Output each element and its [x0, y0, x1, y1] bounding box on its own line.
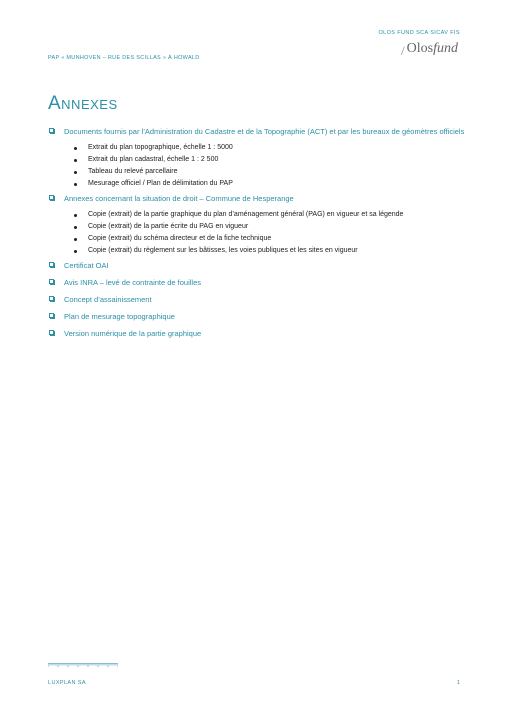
- annex-section: [48, 126, 468, 138]
- list-item: Mesurage officiel / Plan de délimitation du PAP: [48, 178, 468, 190]
- checkbox-bullet-icon: [49, 313, 54, 318]
- annex-section-label: Plan de mesurage topographique: [64, 312, 175, 321]
- page-title: Annexes: [48, 93, 118, 114]
- list-item: Copie (extrait) de la partie graphique du plan d’aménagement général (PAG) en vigueur et sa légende: [48, 209, 468, 221]
- list-item: Extrait du plan topographique, échelle 1 : 5000: [48, 142, 468, 154]
- page-number: 1: [456, 680, 460, 686]
- footer-ruler-icon: [48, 663, 118, 667]
- spacer: [48, 340, 468, 345]
- annex-section-label: Certificat OAI: [64, 261, 109, 270]
- footer-company: LUXPLAN SA: [48, 680, 86, 686]
- annex-section: [48, 277, 468, 289]
- logo-text: Olos: [406, 41, 434, 56]
- logo-italic-text: fund: [433, 41, 458, 56]
- checkbox-bullet-icon: [49, 330, 54, 335]
- checkbox-bullet-icon: [49, 195, 54, 200]
- annex-sublist: [48, 209, 468, 257]
- annex-section-label: Annexes concernant la situation de droit – Commune de Hesperange: [64, 194, 294, 203]
- annex-section: [48, 311, 468, 323]
- annex-section-label: Documents fournis par l’Administration du Cadastre et de la Topographie (ACT) et par les bureaux de géomètres officiels: [64, 127, 465, 136]
- header-company: OLOS FUND SCA SICAV FIS: [378, 30, 460, 36]
- checkbox-bullet-icon: [49, 279, 54, 284]
- annex-section-label: Concept d’assainissement: [64, 295, 152, 304]
- checkbox-bullet-icon: [49, 262, 54, 267]
- annex-section: [48, 193, 468, 205]
- checkbox-bullet-icon: [49, 296, 54, 301]
- checkbox-bullet-icon: [49, 128, 54, 133]
- annex-section-label: Avis INRA – levé de contrainte de fouilles: [64, 278, 202, 287]
- annex-section: [48, 294, 468, 306]
- list-item: Extrait du plan cadastral, échelle 1 : 2 500: [48, 154, 468, 166]
- company-logo: [401, 40, 458, 57]
- annex-section: [48, 260, 468, 272]
- annex-section-label: Version numérique de la partie graphique: [64, 329, 202, 338]
- annex-list: [48, 126, 468, 345]
- annex-sublist: [48, 142, 468, 190]
- list-item: Copie (extrait) du règlement sur les bâtisses, les voies publiques et les sites en vigueur: [48, 245, 468, 257]
- annex-section: [48, 328, 468, 340]
- list-item: Copie (extrait) du schéma directeur et de la fiche technique: [48, 233, 468, 245]
- list-item: Copie (extrait) de la partie écrite du PAG en vigueur: [48, 221, 468, 233]
- logo-slash-icon: /: [401, 43, 405, 58]
- breadcrumb: PAP « MUNHOVEN – RUE DES SCILLAS » À HOWALD: [48, 55, 200, 61]
- list-item: Tableau du relevé parcellaire: [48, 166, 468, 178]
